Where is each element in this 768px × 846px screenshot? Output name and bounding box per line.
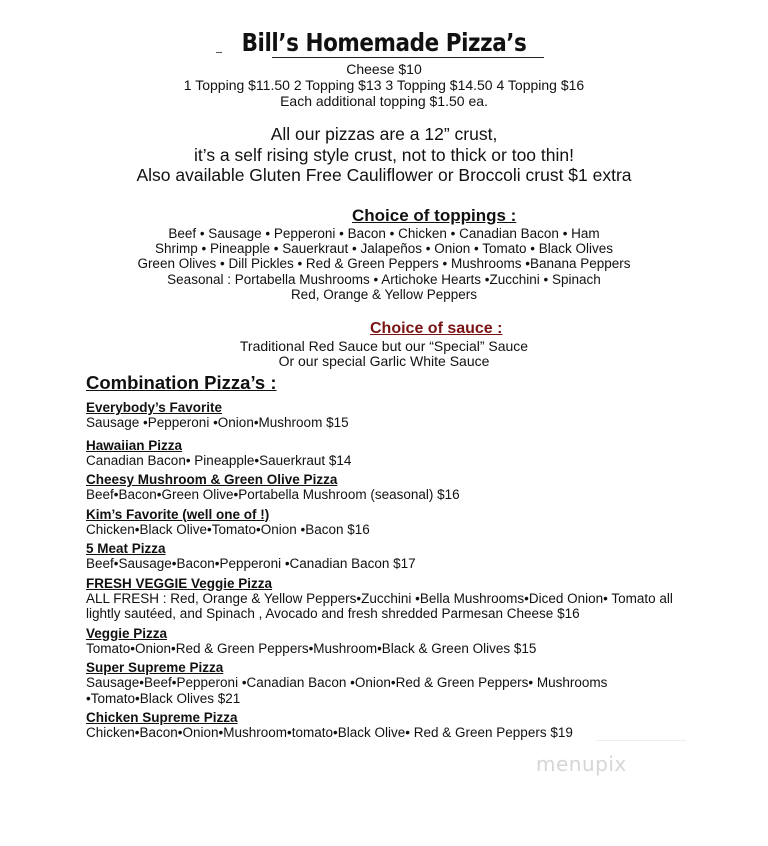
crust-line-2: it’s a self rising style crust, not to thick or too thin! — [194, 145, 574, 165]
menu-title: Bill’s Homemade Pizza’s — [241, 28, 527, 57]
crust-line-1: All our pizzas are a 12” crust, — [270, 124, 498, 144]
title-underline — [272, 57, 544, 58]
combo-item — [86, 472, 696, 503]
combo-desc: Chicken•Black Olive•Tomato•Onion •Bacon $16 — [86, 521, 370, 537]
sauce-line-1: Traditional Red Sauce but our “Special” Sauce — [239, 338, 529, 354]
combo-desc: Beef•Sausage•Bacon•Pepperoni •Canadian Bacon $17 — [86, 556, 416, 571]
toppings-line: Green Olives • Dill Pickles • Red & Green Peppers • Mushrooms •Banana Peppers — [137, 256, 631, 272]
crust-line-3: Also available Gluten Free Cauliflower or Broccoli crust $1 extra — [136, 165, 632, 185]
combo-item — [86, 660, 696, 706]
toppings-line: Beef • Sausage • Pepperoni • Bacon • Chicken • Canadian Bacon • Ham — [168, 226, 600, 241]
combo-name: Hawaiian Pizza — [86, 437, 183, 453]
combo-desc: ALL FRESH : Red, Orange & Yellow Peppers•Zucchini •Bella Mushrooms•Diced Onion• Tomato all lightly sautéed, and Spinach , Avocado and fresh shredded Parmesan Cheese $16 — [86, 590, 673, 621]
toppings-line: Red, Orange & Yellow Peppers — [290, 286, 478, 302]
combo-name: Chicken Supreme Pizza — [86, 710, 238, 725]
combo-desc: Sausage•Beef•Pepperoni •Canadian Bacon •Onion•Red & Green Peppers• Mushrooms •Tomato•Black Olives $21 — [86, 675, 608, 706]
combo-desc: Tomato•Onion•Red & Green Peppers•Mushroom•Black & Green Olives $15 — [86, 640, 537, 656]
combo-item — [86, 710, 696, 741]
combo-name: Cheesy Mushroom & Green Olive Pizza — [86, 472, 338, 487]
sauce-line-2: Or our special Garlic White Sauce — [278, 353, 490, 369]
combo-desc: Beef•Bacon•Green Olive•Portabella Mushroom (seasonal) $16 — [86, 487, 460, 502]
combo-name: Kim’s Favorite (well one of !) — [86, 506, 270, 522]
toppings-list — [0, 226, 768, 302]
combo-name: FRESH VEGGIE Veggie Pizza — [86, 575, 273, 591]
topping-prices: 1 Topping $11.50 2 Topping $13 3 Topping $14.50 4 Topping $16 — [183, 77, 585, 93]
cheese-price: Cheese $10 — [346, 61, 422, 77]
toppings-line: Shrimp • Pineapple • Sauerkraut • Jalapeños • Onion • Tomato • Black Olives — [154, 241, 614, 257]
combo-desc: Canadian Bacon• Pineapple•Sauerkraut $14 — [86, 452, 352, 468]
combo-name: 5 Meat Pizza — [86, 541, 166, 556]
sauce-heading: Choice of sauce : — [370, 320, 503, 337]
combo-item — [86, 507, 696, 538]
additional-topping-price: Each additional topping $1.50 ea. — [280, 93, 488, 109]
combo-desc: Sausage •Pepperoni •Onion•Mushroom $15 — [86, 415, 349, 430]
combination-list — [86, 400, 696, 745]
combo-desc: Chicken•Bacon•Onion•Mushroom•tomato•Black Olive• Red & Green Peppers $19 — [86, 725, 573, 740]
toppings-line: Seasonal : Portabella Mushrooms • Artichoke Hearts •Zucchini • Spinach — [167, 271, 601, 287]
toppings-heading: Choice of toppings : — [352, 206, 517, 225]
combo-name: Super Supreme Pizza — [86, 660, 224, 675]
combo-item — [86, 626, 696, 657]
combo-item — [86, 576, 696, 622]
combo-name: Everybody’s Favorite — [86, 400, 223, 415]
combo-item — [86, 400, 696, 431]
combo-name: Veggie Pizza — [86, 625, 168, 641]
combination-heading: Combination Pizza’s : — [86, 372, 277, 393]
combo-item — [86, 438, 696, 469]
combo-item — [86, 541, 696, 572]
scan-artifact — [596, 740, 686, 741]
menupix-watermark: menupix — [536, 752, 627, 776]
